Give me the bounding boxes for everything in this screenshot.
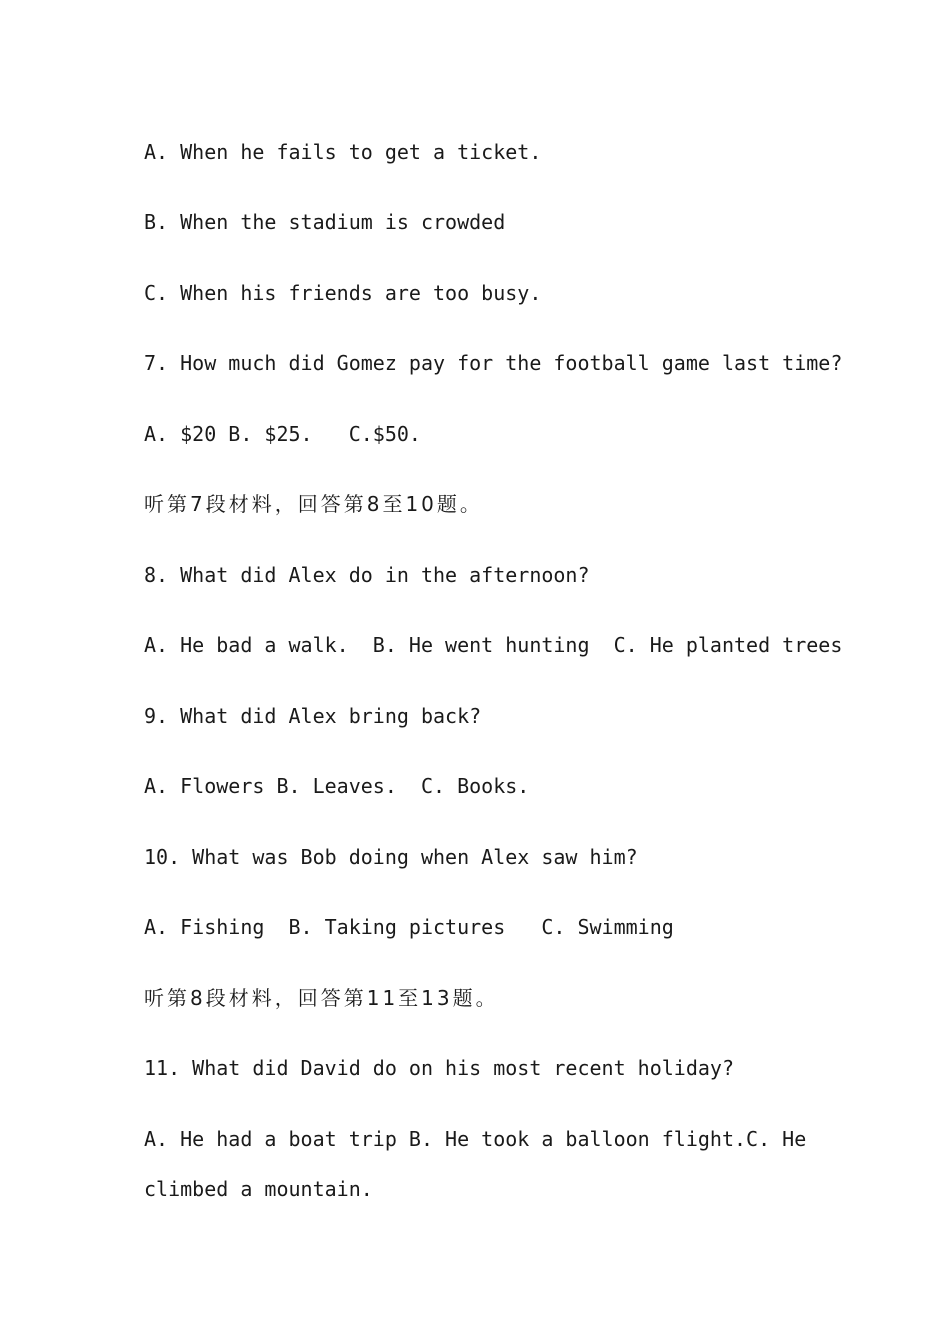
- document-page: [144, 0, 843, 1344]
- option-6a: A. When he fails to get a ticket.: [144, 140, 542, 164]
- question-8: 8. What did Alex do in the afternoon?: [144, 563, 590, 587]
- question-7: 7. How much did Gomez pay for the football game last time?: [144, 351, 843, 375]
- options-10: A. Fishing B. Taking pictures C. Swimming: [144, 915, 674, 939]
- section-heading-7: 听第7段材料，回答第8至10题。: [144, 492, 483, 516]
- option-6b: B. When the stadium is crowded: [144, 210, 506, 234]
- option-6c: C. When his friends are too busy.: [144, 281, 542, 305]
- options-8: A. He bad a walk. B. He went hunting C. He planted trees: [144, 633, 843, 657]
- options-9: A. Flowers B. Leaves. C. Books.: [144, 774, 530, 798]
- question-10: 10. What was Bob doing when Alex saw him?: [144, 845, 638, 869]
- options-11-continued: climbed a mountain.: [144, 1177, 373, 1201]
- section-heading-8: 听第8段材料，回答第11至13题。: [144, 986, 499, 1010]
- question-9: 9. What did Alex bring back?: [144, 704, 482, 728]
- options-7: A. $20 B. $25. C.$50.: [144, 422, 421, 446]
- question-11: 11. What did David do on his most recent holiday?: [144, 1056, 735, 1080]
- options-11: A. He had a boat trip B. He took a balloon flight.C. He: [144, 1127, 807, 1151]
